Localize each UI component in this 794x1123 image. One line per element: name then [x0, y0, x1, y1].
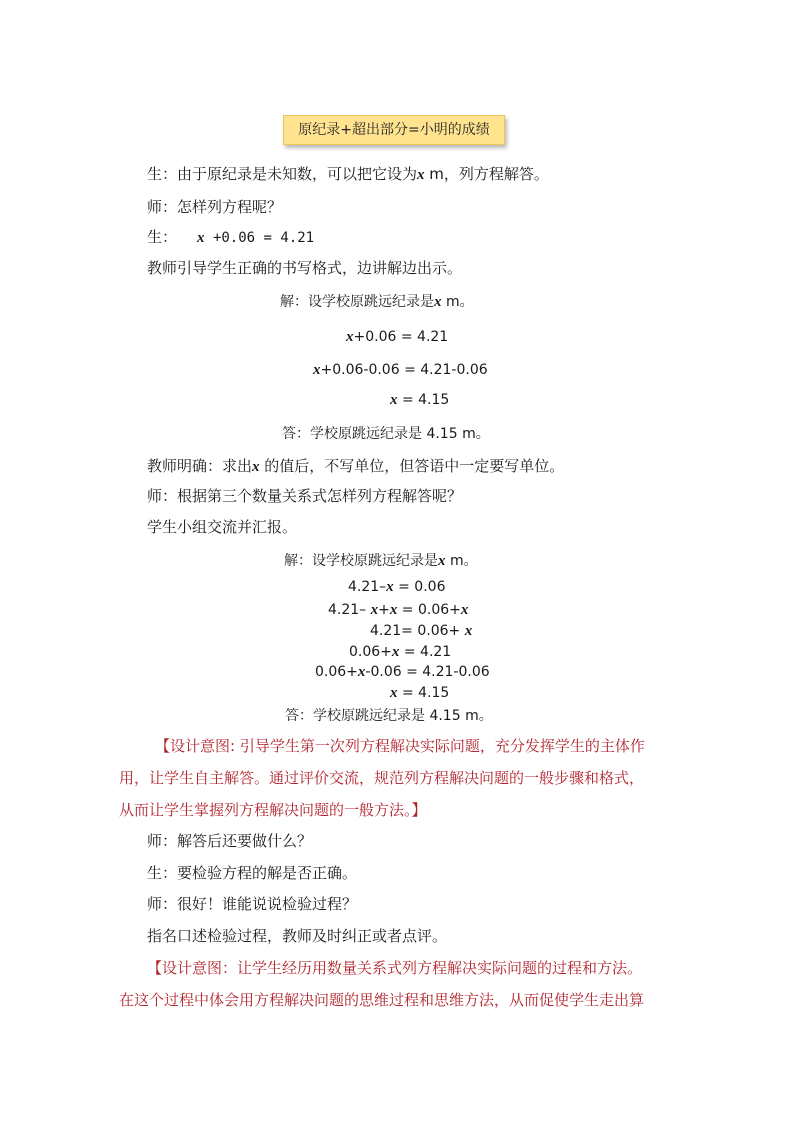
- design-intent-line: 用，让学生自主解答。通过评价交流，规范列方程解决问题的一般步骤和格式，: [119, 769, 645, 787]
- variable-x: x: [346, 329, 354, 345]
- design-intent-line: 在这个过程中体会用方程解决问题的思维过程和思维方法，从而促使学生走出算: [119, 991, 645, 1009]
- variable-x: x: [313, 362, 321, 378]
- equation-line: 0.06+x-0.06 = 4.21-0.06: [315, 664, 490, 680]
- dialog-line: 教师引导学生正确的书写格式，边讲解边出示。: [147, 259, 463, 277]
- dialog-line: 学生小组交流并汇报。: [147, 518, 298, 536]
- equation-line: x+0.06 = 4.21: [346, 329, 449, 345]
- solution-answer: 答：学校原跳远纪录是 4.15 m。: [282, 426, 490, 442]
- design-intent-line: 【设计意图：让学生经历用数量关系式列方程解决实际问题的过程和方法。: [147, 959, 643, 977]
- equation-line: 4.21= 0.06+ x: [370, 623, 473, 639]
- relation-highlight-text: 原纪录+超出部分=小明的成绩: [298, 122, 490, 138]
- dialog-line: 生：要检验方程的解是否正确。: [147, 864, 358, 882]
- equation-line: x+0.06-0.06 = 4.21-0.06: [313, 362, 488, 378]
- dialog-line: 生： x +0.06 = 4.21: [147, 228, 315, 246]
- variable-x: x: [390, 685, 398, 701]
- dialog-line: 师：怎样列方程呢？: [147, 198, 283, 216]
- relation-highlight-box: [283, 115, 505, 145]
- design-intent-line: 从而让学生掌握列方程解决问题的一般方法。】: [119, 801, 427, 819]
- variable-x: x: [417, 167, 425, 183]
- variable-x: x: [464, 623, 473, 639]
- dialog-line: 师：根据第三个数量关系式怎样列方程解答呢？: [147, 487, 463, 505]
- equation-line: x = 4.15: [390, 392, 450, 408]
- equation-line: x = 4.15: [390, 685, 450, 701]
- dialog-line: 教师明确：求出x 的值后，不写单位，但答语中一定要写单位。: [147, 457, 565, 475]
- variable-x: x: [386, 579, 394, 595]
- dialog-line: 师：解答后还要做什么？: [147, 832, 313, 850]
- variable-x: x: [370, 602, 379, 618]
- solution-intro: 解：设学校原跳远纪录是x m。: [280, 294, 474, 310]
- dialog-line: 师：很好！谁能说说检验过程？: [147, 895, 358, 913]
- dialog-line: 指名口述检验过程，教师及时纠正或者点评。: [147, 927, 448, 945]
- variable-x: x: [390, 392, 398, 408]
- variable-x: x: [389, 602, 398, 618]
- equation-line: 4.21–x = 0.06: [348, 579, 446, 595]
- variable-x: x: [197, 230, 205, 246]
- solution-intro: 解：设学校原跳远纪录是x m。: [284, 553, 478, 569]
- variable-x: x: [391, 644, 400, 660]
- variable-x: x: [460, 602, 469, 618]
- design-intent-line: 【设计意图: 引导学生第一次列方程解决实际问题，充分发挥学生的主体作: [155, 737, 645, 755]
- variable-x: x: [438, 553, 446, 569]
- variable-x: x: [357, 664, 366, 680]
- equation-line: 4.21– x+x = 0.06+x: [328, 602, 469, 618]
- dialog-line: 生：由于原纪录是未知数，可以把它设为x m，列方程解答。: [147, 165, 549, 183]
- solution-answer: 答：学校原跳远纪录是 4.15 m。: [285, 708, 493, 724]
- equation-line: 0.06+x = 4.21: [349, 644, 452, 660]
- variable-x: x: [252, 459, 260, 475]
- variable-x: x: [434, 294, 442, 310]
